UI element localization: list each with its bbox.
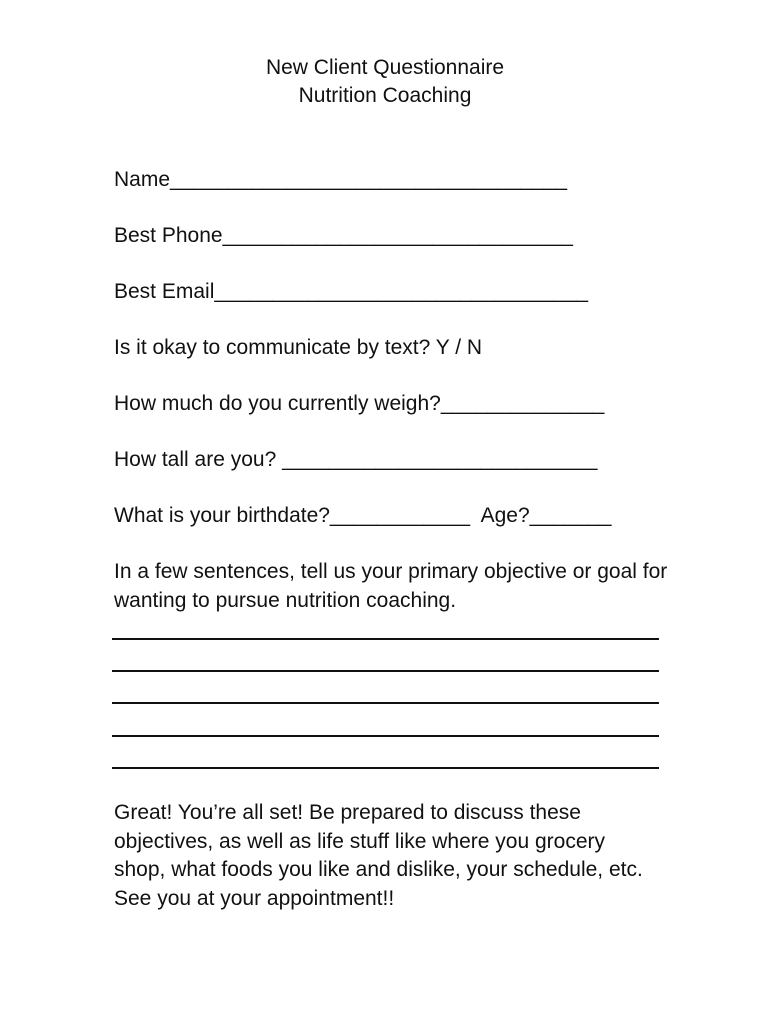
goal-prompt: In a few sentences, tell us your primary objective or goal for wanting to pursue nutrition coaching.	[114, 560, 668, 612]
document-title: New Client Questionnaire	[265, 56, 505, 79]
document-header	[0, 54, 770, 110]
weight-field[interactable]: How much do you currently weigh?______________	[114, 392, 605, 415]
name-field[interactable]: Name__________________________________	[114, 168, 568, 191]
document-subtitle: Nutrition Coaching	[298, 84, 472, 107]
goal-answer-line[interactable]	[112, 670, 659, 672]
phone-field[interactable]: Best Phone______________________________	[114, 224, 573, 247]
birthdate-age-field[interactable]: What is your birthdate?____________ Age?_______	[114, 504, 612, 527]
height-field[interactable]: How tall are you? ___________________________	[114, 448, 598, 471]
goal-answer-line[interactable]	[112, 735, 659, 737]
closing-message: Great! You’re all set! Be prepared to discuss these objectives, as well as life stuff like where you grocery shop, what foods you like and dislike, your schedule, etc. See you at your appointment!!	[114, 801, 643, 910]
text-consent-question[interactable]: Is it okay to communicate by text? Y / N	[114, 336, 483, 359]
goal-answer-line[interactable]	[112, 638, 659, 640]
goal-answer-line[interactable]	[112, 767, 659, 769]
goal-answer-line[interactable]	[112, 702, 659, 704]
email-field[interactable]: Best Email________________________________	[114, 280, 589, 303]
